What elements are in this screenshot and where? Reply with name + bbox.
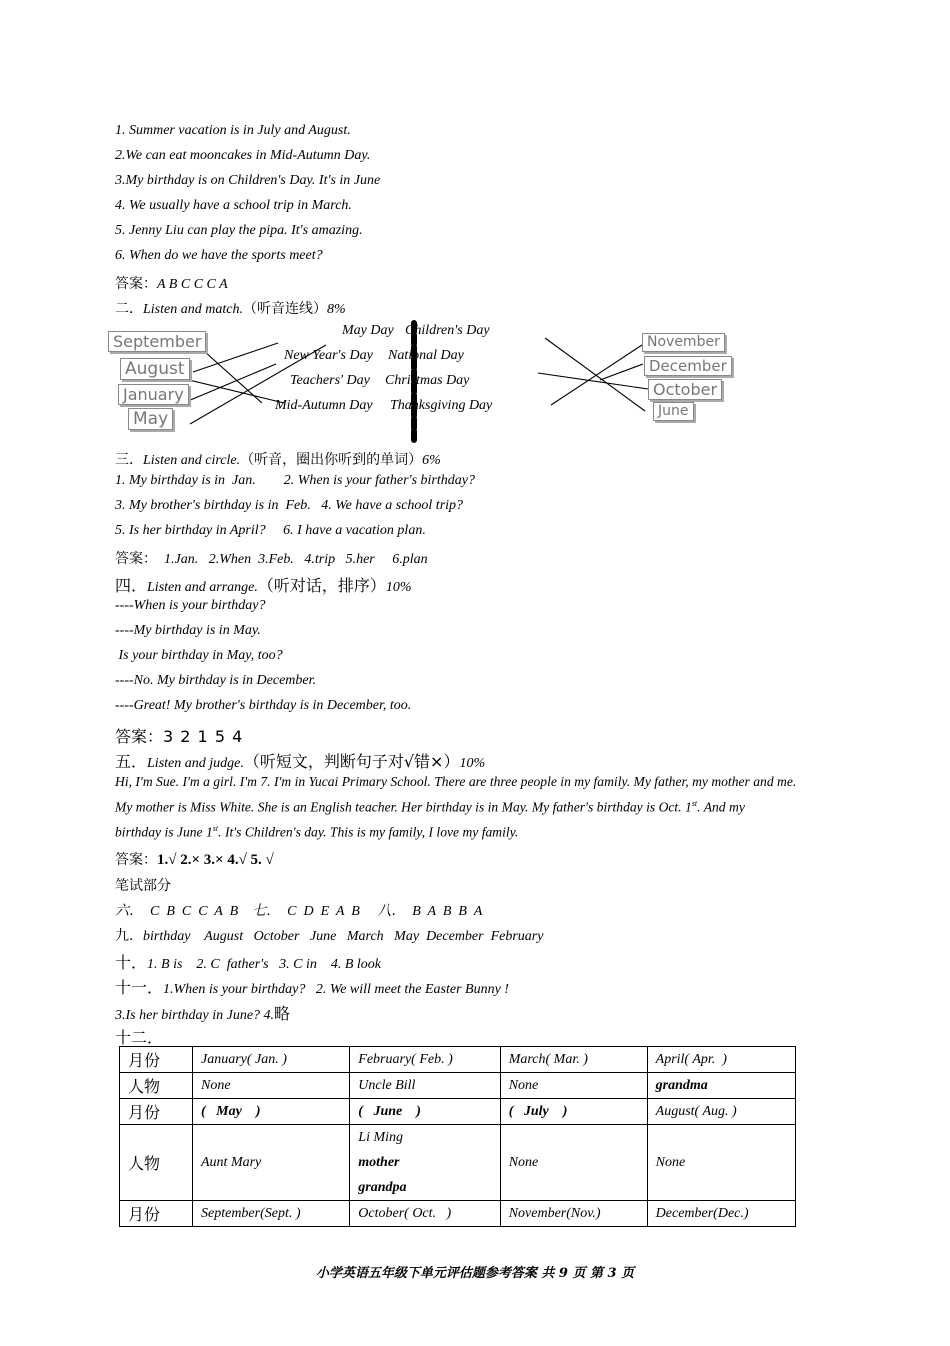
section-number: 三． [115,452,143,468]
section-title: Listen and arrange. [147,580,258,595]
answer-line [115,849,274,869]
section-title-cn: （听音连线） [242,301,327,317]
answer-label: 答案： [115,276,157,292]
answer-label: 答案： [115,852,157,868]
match-line [189,380,284,403]
question-line: 3. My brother's birthday is in Feb. 4. We have a school trip? [115,498,464,513]
holiday-national-day: National Day [388,348,464,363]
table-cell: February( Feb. ) [350,1047,500,1073]
section-heading [115,449,441,469]
section-percent: 8% [326,302,346,317]
section-title-cn: （听短文，判断句子对√错×） [243,752,460,771]
dialogue-line: ----Great! My brother's birthday is in December, too. [115,698,412,713]
table-cell: November(Nov.) [500,1201,647,1227]
section-title: Listen and judge. [147,756,244,771]
holiday-thanksgiving-day: Thanksgiving Day [390,398,493,413]
month-label-november: November [642,333,725,352]
holiday-childrens-day: Children's Day [405,323,490,338]
passage-line: Hi, I'm Sue. I'm a girl. I'm 7. I'm in Yucai Primary School. There are three people in my family. My father, my mother and me. [115,774,797,789]
table-cell: grandma [647,1073,795,1099]
month-label-may: May [128,408,173,430]
section-number: 十． [115,953,148,972]
question-line: 1. My birthday is in Jan. 2. When is your father's birthday? [115,473,475,488]
table-cell: Aunt Mary [193,1125,350,1201]
passage-text: birthday is June 1 [115,824,213,840]
passage-text: . It's Children's day. This is my family, I love my family. [218,824,519,840]
table-row [120,1073,796,1099]
table-cell: None [500,1125,647,1201]
answer-text-cn: 略 [274,1004,291,1023]
holiday-mid-autumn-day: Mid-Autumn Day [275,398,373,413]
match-line [600,364,643,380]
holiday-may-day: May Day [342,323,394,338]
table-cell: ( May ) [193,1099,350,1125]
answer-text: 3 2 1 5 4 [163,727,244,746]
dialogue-line: ----No. My birthday is in December. [115,673,317,688]
row-label: 人物 [120,1125,193,1201]
table-cell: March( Mar. ) [500,1047,647,1073]
cell-line: Li Ming [358,1130,404,1145]
answer-line [115,724,243,747]
table-cell: September(Sept. ) [193,1201,350,1227]
passage-text: My mother is Miss White. She is an English teacher. Her birthday is in May. My father's birthday is Oct. 1 [115,799,692,815]
table-cell: April( Apr. ) [647,1047,795,1073]
answer-text: birthday August October June March May December February [143,929,544,944]
page-footer: 小学英语五年级下单元评估题参考答案 共 9 页 第 3 页 [315,1266,635,1281]
answer-line [115,975,509,998]
answer-text: 1. B is 2. C father's 3. C in 4. B look [147,957,382,972]
answer-line [115,273,228,293]
section-title-cn: （听音，圈出你听到的单词） [240,452,423,468]
answer-text: 1.√ 2.× 3.× 4.√ 5. √ [157,852,274,868]
holiday-new-years-day: New Year's Day [284,348,373,363]
passage-line [115,799,745,816]
table-row [120,1201,796,1227]
section-percent: 10% [385,580,412,595]
answer-line: 六． C B C C A B 七． C D E A B 八． B A B B A [115,904,483,919]
holiday-christmas-day: Christmas Day [385,373,470,388]
section-number: 五． [115,752,148,771]
table-cell: October( Oct. ) [350,1201,500,1227]
match-line [551,345,642,405]
section-number: 四． [115,576,148,595]
month-label-january: January [118,384,189,405]
cell-line: mother [358,1155,400,1170]
table-cell: Uncle Bill [350,1073,500,1099]
answer-line [115,950,381,973]
section-number: 九． [115,928,143,944]
table-cell: None [500,1073,647,1099]
table-cell [350,1125,500,1201]
question-line: 1. Summer vacation is in July and August. [115,123,351,138]
month-label-october: October [648,379,722,400]
table-cell: December(Dec.) [647,1201,795,1227]
table-cell: ( July ) [500,1099,647,1125]
superscript: st [691,799,698,808]
question-line: 2.We can eat mooncakes in Mid-Autumn Day. [115,148,371,163]
question-line: 5. Jenny Liu can play the pipa. It's amazing. [115,223,363,238]
section-number: 十二． [115,1028,164,1047]
written-part-title: 笔试部分 [115,878,171,894]
row-label: 月份 [120,1047,193,1073]
superscript: st [212,824,219,833]
answer-text: A B C C C A [157,277,228,292]
answer-label: 答案： [115,551,157,567]
row-label: 月份 [120,1201,193,1227]
birthday-table [119,1046,796,1227]
table-cell: ( June ) [350,1099,500,1125]
question-line: 3.My birthday is on Children's Day. It's in June [115,173,381,188]
month-label-september: September [108,331,206,352]
dialogue-line: Is your birthday in May, too? [115,648,283,663]
answer-line [115,1001,290,1024]
month-label-december: December [644,356,732,376]
cell-line: grandpa [358,1180,407,1195]
month-label-june: June [653,402,694,421]
section-heading [115,749,485,772]
passage-text: . And my [697,799,745,815]
section-number: 二． [115,301,143,317]
section-number: 十一． [115,978,164,997]
answer-line [115,925,543,945]
section-percent: 6% [422,453,441,468]
section-title-cn: （听对话，排序） [257,576,386,595]
section-title: Listen and circle. [143,453,241,468]
passage-line [115,824,518,841]
table-cell: August( Aug. ) [647,1099,795,1125]
row-label: 月份 [120,1099,193,1125]
row-label: 人物 [120,1073,193,1099]
question-line: 4. We usually have a school trip in March. [115,198,352,213]
match-line [538,373,648,389]
question-line: 6. When do we have the sports meet? [115,248,323,263]
answer-line [115,548,428,568]
answer-text: 1.Jan. 2.When 3.Feb. 4.trip 5.her 6.plan [157,552,428,567]
table-cell: None [193,1073,350,1099]
answer-text: 1.When is your birthday? 2. We will meet the Easter Bunny ! [163,982,509,997]
month-label-august: August [120,358,190,380]
section-heading [115,298,346,318]
section-heading [115,573,412,596]
question-line: 5. Is her birthday in April? 6. I have a vacation plan. [115,523,426,538]
holiday-teachers-day: Teachers' Day [290,373,370,388]
section-percent: 10% [459,756,486,771]
dialogue-line: ----My birthday is in May. [115,623,261,638]
table-cell: January( Jan. ) [193,1047,350,1073]
answer-label: 答案： [115,727,164,746]
match-line [188,364,276,401]
answer-text: 3.Is her birthday in June? 4. [115,1008,275,1023]
table-row [120,1099,796,1125]
section-title: Listen and match. [143,302,243,317]
table-row [120,1047,796,1073]
match-line [545,338,645,411]
table-row [120,1125,796,1201]
dialogue-line: ----When is your birthday? [115,598,266,613]
table-cell: None [647,1125,795,1201]
